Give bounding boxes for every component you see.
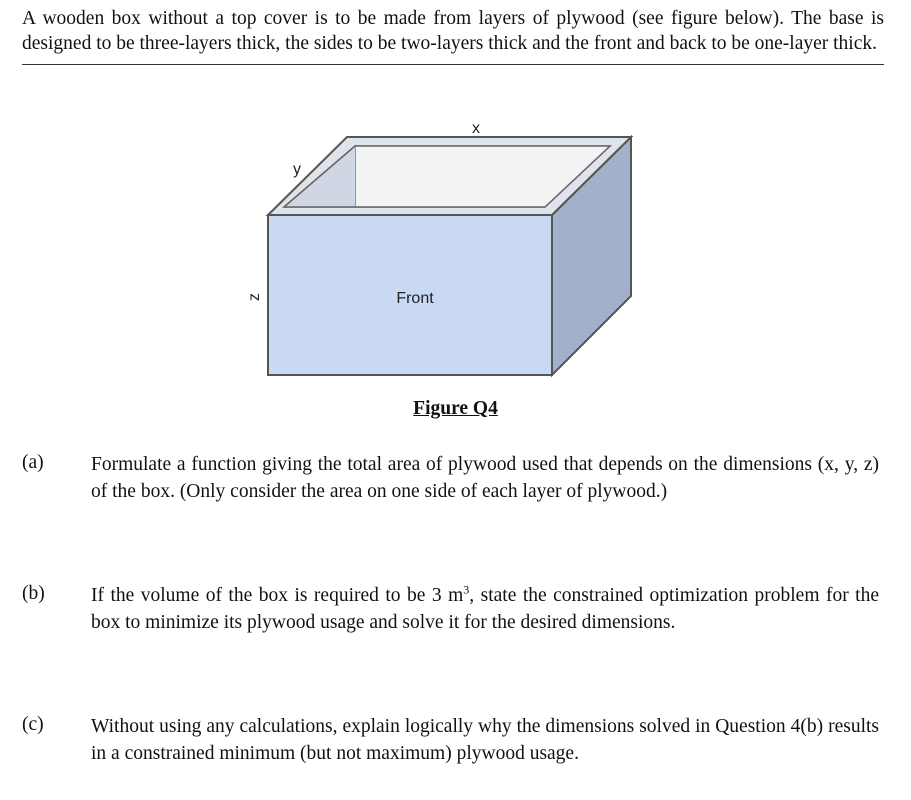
question-a-text: Formulate a function giving the total area of plywood used that depends on the dimensions (x, y, z) of the box. (Only consider the area on one side of each layer of plywood.) <box>91 454 879 502</box>
question-c-label: (c) <box>22 714 44 735</box>
question-b-text: If the volume of the box is required to be 3 $m^3$, state the constrained optimization problem for the box to minimize its plywood usage and solve it for the desired dimensions. <box>91 582 879 633</box>
figure-caption: Figure Q4 <box>413 398 498 419</box>
front-label: Front <box>396 290 434 307</box>
question-a-label: (a) <box>22 452 44 473</box>
dimension-z-label: z <box>246 293 263 301</box>
dimension-x-label: x <box>472 120 480 137</box>
question-c-text: Without using any calculations, explain logically why the dimensions solved in Question 4(b) results in a constrained minimum (but not maximum) plywood usage. <box>91 716 879 764</box>
question-b-label: (b) <box>22 583 45 604</box>
dimension-y-label: y <box>293 161 301 178</box>
problem-intro: A wooden box without a top cover is to be made from layers of plywood (see figure below). The base is designed to be three-layers thick, the sides to be two-layers thick and the front and back to be one-layer thick. <box>22 6 884 65</box>
